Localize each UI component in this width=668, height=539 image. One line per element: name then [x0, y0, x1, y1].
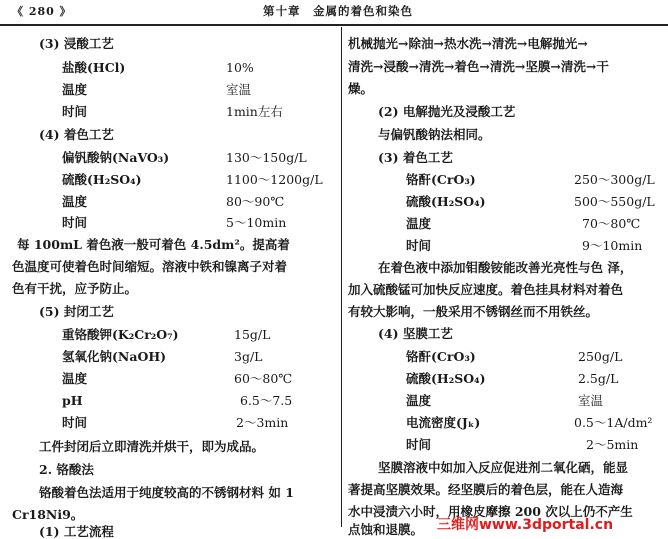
section-title: (1) 工艺流程 — [39, 524, 114, 539]
param-value: 60～80℃ — [234, 371, 293, 386]
param-value: 0.5～1A/dm² — [574, 415, 653, 430]
paragraph-line: 工件封闭后立即清洗并烘干，即为成品。 — [39, 439, 265, 454]
param-value: 5～10min — [226, 215, 287, 230]
watermark: 三维网www.3dportal.cn — [437, 517, 614, 533]
paragraph-line: 著提高坚膜效果。经坚膜后的着色层，能在人造海 — [348, 482, 624, 497]
param-name: 盐酸(HCl) — [62, 60, 126, 75]
paragraph-line: 坚膜溶液中如加入反应促进剂二氧化硒，能显 — [378, 460, 629, 475]
param-value: 3g/L — [234, 349, 263, 364]
chapter-title: 第十章 金属的着色和染色 — [263, 4, 413, 18]
paragraph-line: Cr18Ni9。 — [12, 507, 84, 522]
param-name: 温度 — [406, 393, 432, 408]
param-value: 250g/L — [578, 349, 623, 364]
param-name: pH — [62, 393, 83, 408]
section-title: 2. 铬酸法 — [39, 462, 94, 477]
param-value: 10% — [226, 60, 254, 75]
param-value: 室温 — [578, 393, 604, 408]
section-title: (3) 着色工艺 — [378, 150, 453, 165]
param-name: 偏钒酸钠(NaVO₃) — [62, 150, 170, 165]
page-number: 《 280 》 — [12, 5, 72, 18]
param-value: 130～150g/L — [226, 150, 307, 165]
param-name: 时间 — [62, 104, 88, 119]
param-name: 温度 — [62, 82, 88, 97]
process-flow-line: 机械抛光→除油→热水洗→清洗→电解抛光→ — [348, 36, 588, 51]
section-title: (5) 封闭工艺 — [39, 304, 114, 319]
param-value: 室温 — [226, 82, 252, 97]
paragraph-line: 有较大影响，一般采用不锈钢丝而不用铁丝。 — [348, 304, 599, 319]
param-name: 铬酐(CrO₃) — [406, 349, 476, 364]
paragraph-line: 点蚀和退膜。 — [348, 522, 424, 537]
paragraph-line: 铬酸着色法适用于纯度较高的不锈钢材料 如 1 — [39, 485, 294, 500]
process-flow-line: 清洗→浸酸→清洗→着色→清洗→坚膜→清洗→干 — [348, 59, 609, 74]
param-name: 温度 — [406, 216, 432, 231]
section-title: (4) 坚膜工艺 — [378, 326, 453, 341]
paragraph-line: 在着色液中添加钼酸铵能改善光亮性与色 泽， — [378, 260, 633, 275]
param-value: 80～90℃ — [226, 194, 285, 209]
param-name: 电流密度(Jₖ) — [406, 415, 481, 430]
param-value: 250～300g/L — [574, 172, 655, 187]
param-name: 时间 — [406, 437, 432, 452]
param-name: 重铬酸钾(K₂Cr₂O₇) — [62, 327, 179, 342]
param-value: 1min左右 — [226, 104, 283, 119]
paragraph-line: 色温度可使着色时间缩短。溶液中铁和镍离子对着 — [12, 259, 288, 274]
section-title: (2) 电解抛光及浸酸工艺 — [378, 104, 516, 119]
param-name: 氢氧化钠(NaOH) — [62, 349, 167, 364]
param-value: 2～3min — [236, 415, 289, 430]
paragraph-line: 每 100mL 着色液一般可着色 4.5dm²。提高着 — [17, 237, 290, 252]
param-value: 70～80℃ — [582, 216, 641, 231]
paragraph-line: 水中浸渍六小时，用橡皮摩擦 200 次以上仍不产生 — [348, 504, 633, 519]
param-value: 1100～1200g/L — [226, 172, 323, 187]
param-name: 硫酸(H₂SO₄) — [406, 371, 486, 386]
param-value: 2～5min — [586, 437, 639, 452]
page-header — [0, 0, 668, 26]
paragraph-line: 与偏钒酸钠法相同。 — [378, 127, 491, 142]
param-name: 时间 — [62, 415, 88, 430]
param-value: 2.5g/L — [578, 371, 619, 386]
param-name: 温度 — [62, 194, 88, 209]
process-flow-line: 燥。 — [348, 81, 374, 96]
param-value: 15g/L — [234, 327, 271, 342]
param-value: 9～10min — [582, 238, 643, 253]
paragraph-line: 加入硫酸锰可加快反应速度。着色挂具材料对着色 — [348, 282, 624, 297]
param-name: 时间 — [406, 238, 432, 253]
param-value: 500～550g/L — [574, 194, 655, 209]
section-title: (4) 着色工艺 — [39, 127, 114, 142]
param-value: 6.5～7.5 — [240, 393, 293, 408]
header-rule — [0, 24, 668, 26]
param-name: 硫酸(H₂SO₄) — [62, 172, 142, 187]
section-title: (3) 浸酸工艺 — [39, 36, 114, 51]
param-name: 硫酸(H₂SO₄) — [406, 194, 486, 209]
column-divider — [341, 27, 342, 527]
paragraph-line: 色有干扰，应予防止。 — [12, 281, 138, 296]
param-name: 时间 — [62, 215, 88, 230]
param-name: 温度 — [62, 371, 88, 386]
param-name: 铬酐(CrO₃) — [406, 172, 476, 187]
